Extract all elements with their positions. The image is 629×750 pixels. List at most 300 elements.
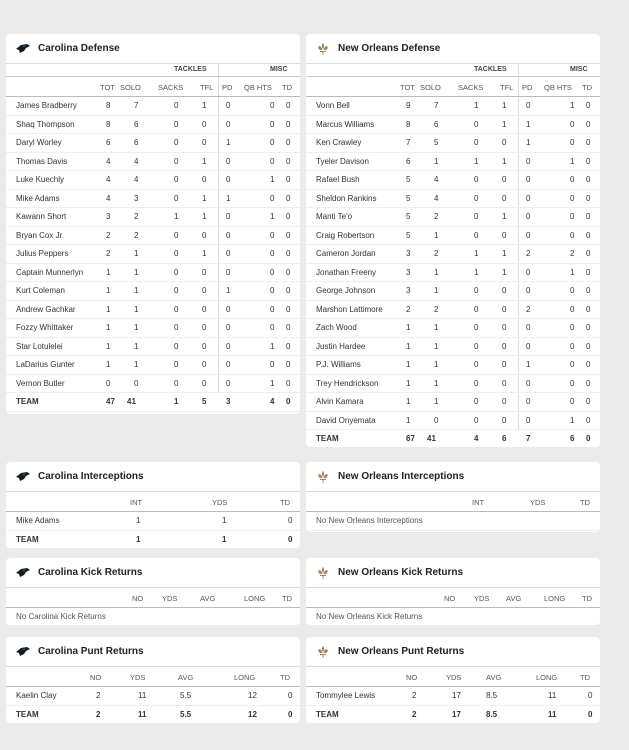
team-stat-cell: 1	[136, 534, 141, 544]
stat-cell: 1	[406, 360, 411, 369]
column-header: YDS	[530, 498, 546, 507]
defense-table	[306, 64, 600, 449]
stat-cell: 1	[134, 323, 139, 332]
divider	[218, 153, 219, 171]
player-name-link[interactable]: Luke Kuechly	[16, 175, 65, 184]
stat-cell: 0	[174, 138, 179, 147]
team-stat-cell: 11	[548, 709, 557, 719]
team-stat-cell: 8.5	[486, 709, 498, 719]
stat-cell: 1	[202, 156, 207, 166]
player-name-link[interactable]: LaDarius Gunter	[16, 360, 75, 369]
punt-returns-table	[6, 667, 300, 724]
team-stat-cell: 4	[270, 397, 275, 406]
stat-cell: 0	[526, 286, 531, 295]
stat-cell: 0	[586, 119, 591, 129]
stat-cell: 0	[570, 341, 575, 351]
card-header	[6, 462, 300, 492]
stat-cell: 0	[270, 249, 275, 258]
carolina-kick-returns-card	[6, 558, 300, 625]
stat-cell: 0	[174, 304, 179, 314]
table-row	[306, 338, 600, 357]
player-name-link[interactable]: Tyeler Davison	[316, 156, 369, 166]
stat-cell: 0	[474, 175, 479, 184]
stat-cell: 1	[106, 341, 111, 351]
stat-cell: 1	[134, 249, 139, 258]
divider	[218, 375, 219, 393]
team-stat-cell: 0	[588, 709, 593, 719]
card-header	[6, 637, 300, 667]
kick-returns-table	[306, 588, 600, 627]
player-name-link[interactable]: Thomas Davis	[16, 156, 68, 166]
stat-cell: 0	[202, 341, 207, 351]
card-header	[306, 462, 600, 492]
column-header: NO	[90, 673, 102, 682]
stat-cell: 0	[474, 341, 479, 351]
stat-cell: 1	[134, 267, 139, 277]
player-name-link[interactable]: Star Lotulelei	[16, 341, 63, 351]
player-name-link[interactable]: Bryan Cox Jr.	[16, 230, 65, 240]
stat-cell: 8	[106, 101, 111, 110]
column-header: AVG	[178, 673, 194, 682]
group-label-misc: MISC	[570, 66, 588, 73]
divider	[218, 77, 219, 96]
stat-cell: 0	[586, 156, 591, 166]
stat-cell: 0	[526, 175, 531, 184]
stat-cell: 1	[202, 193, 207, 203]
table-row	[306, 190, 600, 209]
divider	[218, 301, 219, 319]
column-header: SACKS	[158, 83, 184, 92]
empty-row	[306, 512, 600, 531]
stat-cell: 0	[270, 119, 275, 129]
stat-cell: 0	[286, 156, 291, 166]
stat-cell: 17	[452, 691, 461, 700]
column-header: PD	[222, 83, 233, 92]
stat-cell: 1	[502, 101, 507, 110]
stat-cell: 0	[226, 175, 231, 184]
interceptions-table	[6, 492, 300, 549]
divider	[218, 245, 219, 263]
stat-cell: 3	[406, 286, 411, 295]
stat-cell: 0	[174, 249, 179, 258]
team-stat-cell: 6	[502, 434, 507, 443]
stat-cell: 0	[586, 378, 591, 388]
stat-cell: 1	[406, 397, 411, 406]
player-name-link[interactable]: Tommylee Lewis	[316, 691, 376, 700]
team-label: TEAM	[316, 434, 339, 443]
divider	[218, 338, 219, 356]
player-name-link[interactable]: Justin Hardee	[316, 341, 366, 351]
stat-cell: 0	[526, 378, 531, 388]
player-name-link[interactable]: Craig Robertson	[316, 230, 375, 240]
stat-cell: 0	[588, 691, 593, 700]
stat-cell: 4	[106, 175, 111, 184]
column-group-header	[6, 64, 300, 77]
divider	[518, 171, 519, 189]
stat-cell: 1	[526, 119, 531, 129]
card-title: New Orleans Punt Returns	[338, 646, 465, 657]
fleur-de-lis-icon	[316, 567, 330, 579]
stat-cell: 0	[570, 212, 575, 221]
stat-cell: 1	[270, 212, 275, 221]
player-name-link[interactable]: James Bradberry	[16, 101, 77, 110]
new-orleans-kick-returns-card	[306, 558, 600, 625]
stat-cell: 0	[270, 138, 275, 147]
stat-cell: 0	[226, 156, 231, 166]
column-header: INT	[130, 498, 143, 507]
stat-cell: 0	[570, 360, 575, 369]
stat-cell: 3	[106, 212, 111, 221]
divider	[518, 64, 519, 76]
divider	[518, 393, 519, 411]
team-stat-cell: 67	[406, 434, 415, 443]
stat-cell: 0	[586, 360, 591, 369]
stat-cell: 1	[174, 212, 179, 221]
card-header	[6, 34, 300, 64]
team-label: TEAM	[16, 397, 39, 406]
stat-cell: 0	[270, 360, 275, 369]
stat-cell: 2	[434, 304, 439, 314]
stat-cell: 0	[586, 230, 591, 240]
stat-cell: 4	[106, 156, 111, 166]
stat-cell: 0	[434, 415, 439, 425]
stat-cell: 1	[474, 101, 479, 110]
stat-cell: 2	[434, 249, 439, 258]
stat-cell: 0	[174, 101, 179, 110]
punt-returns-table	[306, 667, 600, 724]
column-header: NO	[406, 673, 418, 682]
divider	[518, 356, 519, 374]
column-header: TD	[282, 594, 292, 603]
column-header-row	[6, 667, 300, 687]
stat-cell: 6	[434, 119, 439, 129]
divider	[518, 282, 519, 300]
divider	[218, 190, 219, 208]
column-header: NO	[444, 594, 456, 603]
team-stat-cell: 1	[222, 534, 227, 544]
player-name-link[interactable]: Julius Peppers	[16, 249, 69, 258]
stat-cell: 11	[138, 691, 147, 700]
stat-cell: 0	[226, 101, 231, 110]
stat-cell: 0	[570, 397, 575, 406]
stat-cell: 0	[270, 323, 275, 332]
stat-cell: 1	[502, 156, 507, 166]
column-header: NO	[132, 594, 144, 603]
stat-cell: 0	[502, 193, 507, 203]
stat-cell: 2	[526, 304, 531, 314]
stat-cell: 0	[288, 516, 293, 525]
divider	[218, 227, 219, 245]
carolina-interceptions-card	[6, 462, 300, 548]
stat-cell: 0	[270, 286, 275, 295]
stat-cell: 0	[570, 230, 575, 240]
stat-cell: 1	[502, 119, 507, 129]
stat-cell: 0	[474, 230, 479, 240]
team-stat-cell: 0	[288, 534, 293, 544]
player-name-link[interactable]: Ken Crawley	[316, 138, 362, 147]
stat-cell: 0	[174, 360, 179, 369]
stat-cell: 6	[106, 138, 111, 147]
column-header: LONG	[234, 673, 256, 682]
stat-cell: 1	[270, 175, 275, 184]
table-row	[6, 190, 300, 209]
player-name-link[interactable]: Mike Adams	[16, 193, 60, 203]
stat-cell: 0	[474, 193, 479, 203]
table-row	[306, 245, 600, 264]
team-label: TEAM	[316, 709, 339, 719]
team-stat-cell: 7	[526, 434, 531, 443]
column-header: SACKS	[458, 83, 484, 92]
panthers-logo-icon	[16, 567, 30, 579]
team-total-row	[6, 706, 300, 725]
stat-cell: 1	[406, 341, 411, 351]
team-total-row	[306, 430, 600, 449]
stat-cell: 0	[270, 193, 275, 203]
stat-cell: 1	[434, 323, 439, 332]
stat-cell: 0	[474, 323, 479, 332]
stat-cell: 2	[134, 230, 139, 240]
stat-cell: 0	[202, 360, 207, 369]
player-name-link[interactable]: Kawann Short	[16, 212, 67, 221]
stat-cell: 0	[286, 378, 291, 388]
stat-cell: 3	[134, 193, 139, 203]
stat-cell: 2	[106, 249, 111, 258]
stat-cell: 0	[286, 138, 291, 147]
card-header	[6, 558, 300, 588]
player-name-link[interactable]: Vernon Butler	[16, 378, 65, 388]
carolina-defense-card	[6, 34, 300, 414]
stat-cell: 2	[412, 691, 417, 700]
stat-cell: 0	[134, 378, 139, 388]
column-header-row	[6, 77, 300, 97]
player-name-link[interactable]: Sheldon Rankins	[316, 193, 377, 203]
stat-cell: 4	[134, 175, 139, 184]
team-stat-cell: 1	[174, 397, 179, 406]
stat-cell: 0	[586, 415, 591, 425]
player-name-link[interactable]: Shaq Thompson	[16, 119, 75, 129]
stat-cell: 0	[526, 323, 531, 332]
player-name-link[interactable]: Andrew Gachkar	[16, 304, 76, 314]
player-name-link[interactable]: George Johnson	[316, 286, 376, 295]
carolina-punt-returns-card	[6, 637, 300, 723]
panthers-logo-icon	[16, 471, 30, 483]
defense-table	[6, 64, 300, 412]
stat-cell: 5	[406, 212, 411, 221]
column-header: TFL	[200, 83, 214, 92]
stat-cell: 1	[226, 138, 231, 147]
stat-cell: 1	[570, 156, 575, 166]
column-header: QB HTS	[244, 83, 272, 92]
column-header: LONG	[244, 594, 266, 603]
stat-cell: 0	[474, 286, 479, 295]
divider	[518, 77, 519, 96]
stat-cell: 0	[570, 323, 575, 332]
column-header: YDS	[162, 594, 178, 603]
player-name-link[interactable]: Mike Adams	[16, 516, 60, 525]
team-stat-cell: 4	[474, 434, 479, 443]
stat-cell: 0	[202, 138, 207, 147]
stat-cell: 0	[474, 119, 479, 129]
player-name-link[interactable]: Cameron Jordan	[316, 249, 376, 258]
table-row	[6, 171, 300, 190]
team-stat-cell: 47	[106, 397, 115, 406]
divider	[518, 301, 519, 319]
fleur-de-lis-icon	[316, 471, 330, 483]
table-row	[306, 412, 600, 431]
divider	[218, 97, 219, 115]
stat-cell: 1	[134, 360, 139, 369]
column-header-row	[306, 588, 600, 608]
stat-cell: 0	[226, 212, 231, 221]
stat-cell: 1	[570, 415, 575, 425]
stat-cell: 0	[502, 360, 507, 369]
player-name-link[interactable]: Fozzy Whittaker	[16, 323, 74, 332]
table-row	[6, 97, 300, 116]
group-label-tackles: TACKLES	[174, 66, 207, 73]
stat-cell: 0	[270, 267, 275, 277]
column-header: PD	[522, 83, 533, 92]
divider	[218, 319, 219, 337]
stat-cell: 0	[286, 119, 291, 129]
stat-cell: 0	[174, 267, 179, 277]
stat-cell: 0	[286, 360, 291, 369]
stat-cell: 0	[174, 378, 179, 388]
player-name-link[interactable]: Manti Te'o	[316, 212, 353, 221]
stat-cell: 0	[586, 101, 591, 110]
player-name-link[interactable]: P.J. Williams	[316, 360, 361, 369]
stat-cell: 1	[202, 212, 207, 221]
stat-cell: 1	[106, 286, 111, 295]
new-orleans-defense-card	[306, 34, 600, 447]
table-row	[306, 319, 600, 338]
stat-cell: 0	[202, 175, 207, 184]
stat-cell: 0	[202, 378, 207, 388]
player-name-link[interactable]: Jonathan Freeny	[316, 267, 377, 277]
stat-cell: 1	[134, 341, 139, 351]
stat-cell: 3	[406, 249, 411, 258]
stat-cell: 0	[526, 397, 531, 406]
team-stat-cell: 0	[586, 434, 591, 443]
stat-cell: 0	[202, 304, 207, 314]
stat-cell: 0	[270, 156, 275, 166]
stat-cell: 0	[226, 304, 231, 314]
stat-cell: 1	[502, 212, 507, 221]
stat-cell: 0	[474, 212, 479, 221]
divider	[518, 264, 519, 282]
empty-message: No Carolina Kick Returns	[16, 612, 106, 621]
empty-row	[6, 608, 300, 627]
table-row	[306, 97, 600, 116]
player-name-link[interactable]: Vonn Bell	[316, 101, 350, 110]
divider	[218, 64, 219, 76]
player-name-link[interactable]: Marshon Lattimore	[316, 304, 383, 314]
stat-cell: 0	[586, 286, 591, 295]
table-row	[306, 687, 600, 706]
divider	[518, 190, 519, 208]
stat-cell: 1	[134, 286, 139, 295]
stat-cell: 0	[286, 323, 291, 332]
stat-cell: 11	[548, 691, 557, 700]
column-header: YDS	[130, 673, 146, 682]
player-name-link[interactable]: Marcus Williams	[316, 119, 375, 129]
column-header: QB HTS	[544, 83, 572, 92]
player-name-link[interactable]: Alvin Kamara	[316, 397, 364, 406]
stat-cell: 1	[502, 249, 507, 258]
new-orleans-interceptions-card	[306, 462, 600, 532]
table-row	[306, 282, 600, 301]
table-row	[306, 134, 600, 153]
stat-cell: 0	[586, 323, 591, 332]
stat-cell: 1	[474, 156, 479, 166]
column-header: SOLO	[120, 83, 141, 92]
stat-cell: 0	[174, 175, 179, 184]
team-stat-cell: 3	[226, 397, 231, 406]
stat-cell: 1	[474, 267, 479, 277]
stat-cell: 0	[502, 175, 507, 184]
stat-cell: 0	[586, 249, 591, 258]
stat-cell: 1	[474, 249, 479, 258]
group-label-misc: MISC	[270, 66, 288, 73]
stat-cell: 0	[502, 138, 507, 147]
table-row	[306, 375, 600, 394]
column-header-row	[306, 667, 600, 687]
player-name-link[interactable]: Zach Wood	[316, 323, 357, 332]
table-row	[6, 338, 300, 357]
stat-cell: 1	[434, 341, 439, 351]
stat-cell: 0	[526, 341, 531, 351]
player-name-link[interactable]: Daryl Worley	[16, 138, 62, 147]
column-header: TD	[582, 83, 592, 92]
stat-cell: 7	[406, 138, 411, 147]
team-stat-cell: 0	[286, 397, 291, 406]
panthers-logo-icon	[16, 43, 30, 55]
player-name-link[interactable]: Kurt Coleman	[16, 286, 65, 295]
card-header	[306, 558, 600, 588]
stat-cell: 0	[474, 397, 479, 406]
interceptions-table	[306, 492, 600, 531]
team-stat-cell: 2	[412, 709, 417, 719]
stat-cell: 1	[434, 360, 439, 369]
player-name-link[interactable]: David Onyemata	[316, 415, 376, 425]
stat-cell: 0	[586, 212, 591, 221]
stat-cell: 0	[502, 397, 507, 406]
stat-cell: 0	[526, 230, 531, 240]
table-row	[6, 356, 300, 375]
player-name-link[interactable]: Rafael Bush	[316, 175, 360, 184]
column-header: AVG	[506, 594, 522, 603]
divider	[518, 375, 519, 393]
column-header: YDS	[474, 594, 490, 603]
empty-row	[306, 608, 600, 627]
column-header-row	[306, 77, 600, 97]
stat-cell: 2	[134, 212, 139, 221]
column-header: TOT	[100, 83, 115, 92]
divider	[218, 171, 219, 189]
stat-cell: 1	[434, 397, 439, 406]
player-name-link[interactable]: Kaelin Clay	[16, 691, 57, 700]
divider	[218, 264, 219, 282]
table-row	[306, 171, 600, 190]
player-name-link[interactable]: Captain Munnerlyn	[16, 267, 84, 277]
stat-cell: 1	[434, 230, 439, 240]
stat-cell: 0	[174, 156, 179, 166]
divider	[518, 208, 519, 226]
player-name-link[interactable]: Trey Hendrickson	[316, 378, 379, 388]
stat-cell: 0	[226, 360, 231, 369]
stat-cell: 1	[434, 156, 439, 166]
table-row	[306, 227, 600, 246]
stat-cell: 0	[586, 341, 591, 351]
